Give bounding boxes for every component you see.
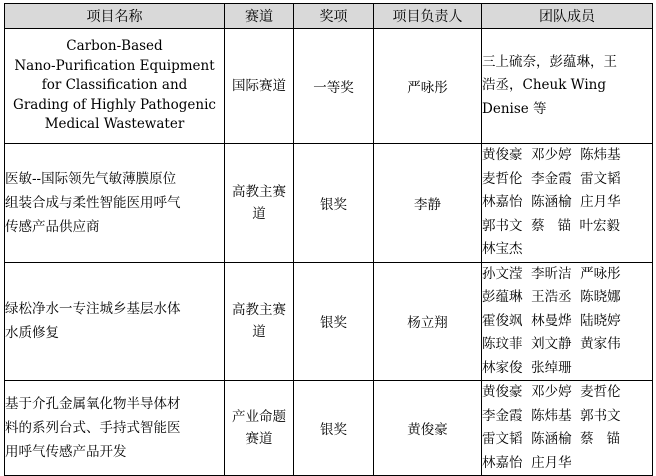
project-name-line: for Classification and bbox=[41, 77, 188, 94]
project-name-line: 料的系列台式、手持式智能医 bbox=[5, 420, 181, 436]
project-name-line: Nano-Purification Equipment bbox=[14, 57, 215, 74]
team-line: 黄俊豪 邓少婷 陈炜基 bbox=[482, 147, 621, 163]
project-name-line: Medical Wastewater bbox=[44, 116, 185, 133]
team-line: 三上硫奈，彭蕴琳，王 bbox=[482, 53, 617, 70]
team-cell bbox=[482, 262, 653, 381]
leader-cell: 李静 bbox=[374, 144, 482, 263]
project-name-line: 用呼气传感产品开发 bbox=[5, 444, 127, 460]
team-line: 孙文滢 李昕洁 严咏彤 bbox=[482, 265, 621, 282]
track-cell bbox=[225, 144, 294, 263]
track-line: 高教主赛 bbox=[232, 302, 286, 319]
award-cell: 一等奖 bbox=[294, 29, 374, 144]
project-name-line: 组装合成与柔性智能医用呼气 bbox=[5, 194, 181, 211]
track-cell bbox=[225, 262, 294, 381]
leader-cell: 杨立翔 bbox=[374, 262, 482, 381]
track-line: 道 bbox=[252, 324, 266, 341]
team-line: Denise 等 bbox=[482, 100, 547, 117]
team-cell bbox=[482, 381, 653, 476]
header-leader: 项目负责人 bbox=[374, 4, 482, 29]
track-cell: 国际赛道 bbox=[225, 29, 294, 144]
project-name-line: 绿松净水一专注城乡基层水体 bbox=[5, 301, 181, 318]
leader-cell: 黄俊豪 bbox=[374, 381, 482, 476]
team-line: 林宝杰 bbox=[482, 241, 523, 257]
award-cell: 银奖 bbox=[294, 262, 374, 381]
table-row bbox=[5, 262, 653, 381]
team-line: 林嘉怡 陈涵榆 庄月华 bbox=[482, 194, 621, 210]
header-row bbox=[5, 4, 653, 29]
project-name-line: 医敏--国际领先气敏薄膜原位 bbox=[5, 170, 177, 187]
project-name-cell bbox=[5, 144, 225, 263]
team-line: 林家俊 张绰珊 bbox=[482, 359, 572, 376]
team-line: 陈玟菲 刘文静 黄家伟 bbox=[482, 336, 621, 352]
team-line: 郭书文 蔡 锚 叶宏毅 bbox=[482, 217, 621, 234]
table-row bbox=[5, 144, 653, 263]
award-cell: 银奖 bbox=[294, 144, 374, 263]
team-line: 霍俊飒 林曼烨 陆晓婷 bbox=[482, 312, 621, 329]
track-line: 道 bbox=[252, 205, 266, 222]
project-name-line: 基于介孔金属氧化物半导体材 bbox=[5, 396, 181, 412]
project-name-cell bbox=[5, 29, 225, 144]
table-row bbox=[5, 381, 653, 476]
team-line: 李金霞 陈炜基 郭书文 bbox=[482, 407, 621, 424]
header-track: 赛道 bbox=[225, 4, 294, 29]
project-name-line: 传感产品供应商 bbox=[5, 218, 100, 235]
project-name-line: 水质修复 bbox=[5, 325, 59, 342]
project-name-cell bbox=[5, 262, 225, 381]
team-line: 雷文韬 陈涵榆 蔡 锚 bbox=[482, 431, 621, 447]
team-cell bbox=[482, 29, 653, 144]
track-line: 赛道 bbox=[245, 431, 273, 447]
team-line: 黄俊豪 邓少婷 麦哲伦 bbox=[482, 384, 621, 400]
team-cell bbox=[482, 144, 653, 263]
track-line: 产业命题 bbox=[232, 409, 286, 425]
team-line: 彭蕴琳 王浩丞 陈晓娜 bbox=[482, 289, 621, 305]
track-line: 高教主赛 bbox=[232, 183, 286, 200]
project-name-cell bbox=[5, 381, 225, 476]
leader-cell: 严咏彤 bbox=[374, 29, 482, 144]
track-cell bbox=[225, 381, 294, 476]
header-project-name: 项目名称 bbox=[5, 4, 225, 29]
awards-table bbox=[4, 3, 653, 476]
project-name-line: Carbon-Based bbox=[66, 38, 163, 55]
team-line: 麦哲伦 李金霞 雷文韬 bbox=[482, 170, 621, 187]
project-name-line: Grading of Highly Pathogenic bbox=[13, 96, 216, 113]
table-row bbox=[5, 29, 653, 144]
header-team: 团队成员 bbox=[482, 4, 653, 29]
award-cell: 银奖 bbox=[294, 381, 374, 476]
team-line: 浩丞，Cheuk Wing bbox=[482, 77, 606, 94]
team-line: 林嘉怡 庄月华 bbox=[482, 454, 572, 471]
header-award: 奖项 bbox=[294, 4, 374, 29]
